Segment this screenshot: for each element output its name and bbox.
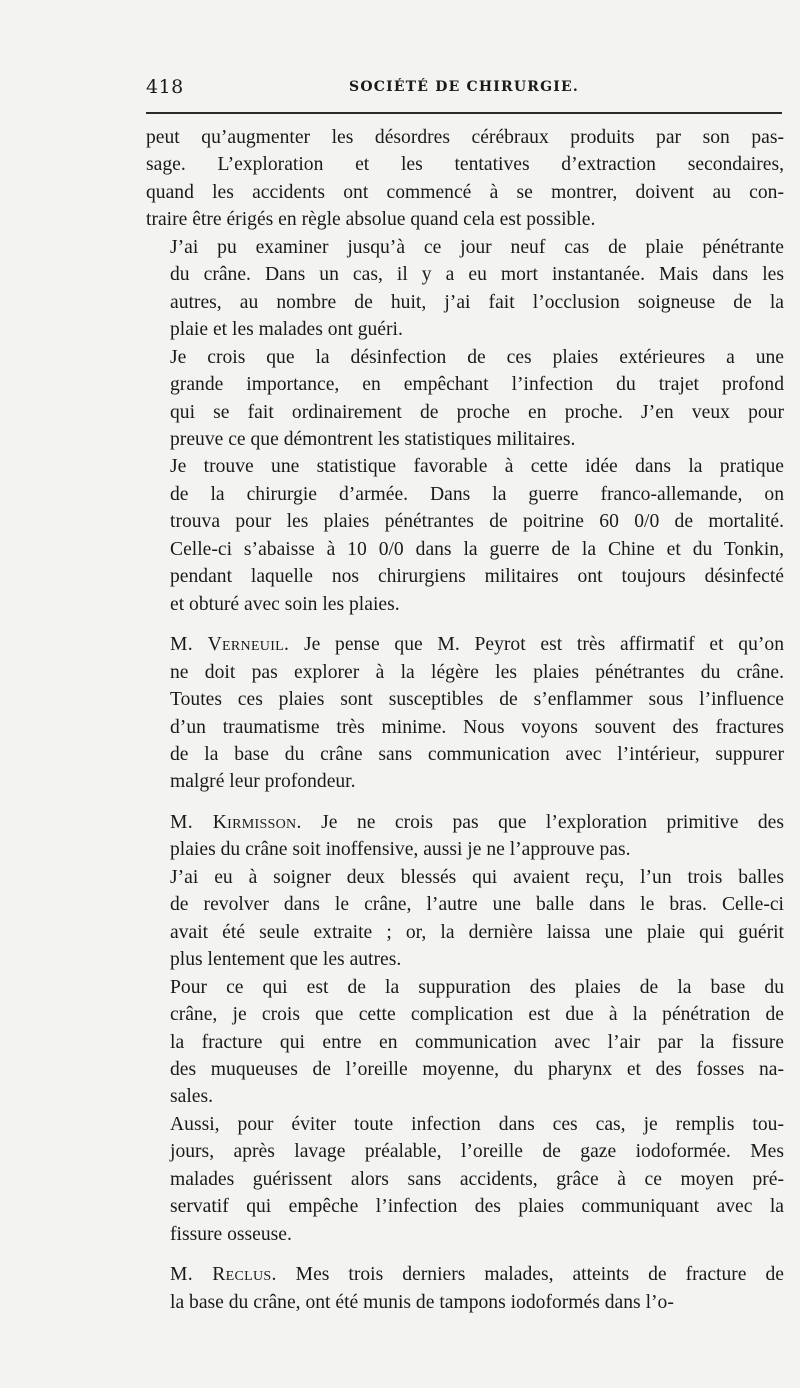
text-line [146, 891, 784, 918]
line-text: malades guérissent alors sans accidents, grâce à ce moyen pré- [170, 1168, 784, 1190]
line-text: plaie et les malades ont guéri. [170, 319, 403, 341]
page-number: 418 [146, 76, 184, 98]
text-line [146, 316, 784, 343]
paragraph-gap [146, 1248, 784, 1261]
line-text: Toutes ces plaies sont susceptibles de s’enflammer sous l’influence [170, 689, 784, 711]
line-text: Je pense que M. Peyrot est très affirmatif et qu’on [289, 634, 784, 656]
speaker-paragraph [146, 809, 784, 864]
line-text: sales. [170, 1086, 213, 1108]
line-text: la base du crâne, ont été munis de tampons iodoformés dans l’o- [170, 1291, 674, 1313]
line-text: plus lentement que les autres. [170, 949, 402, 971]
line-text: Celle-ci s’abaisse à 10 0/0 dans la guerre de la Chine et du Tonkin, [170, 538, 784, 560]
line-text: J’ai eu à soigner deux blessés qui avaient reçu, l’un trois balles [170, 866, 784, 888]
text-line [146, 179, 784, 206]
line-text: trouva pour les plaies pénétrantes de poitrine 60 0/0 de mortalité. [170, 511, 784, 533]
text-line [146, 563, 784, 590]
text-line [146, 1193, 784, 1220]
text-line [146, 453, 784, 480]
text-line [146, 371, 784, 398]
text-line [146, 1029, 784, 1056]
line-text: de revolver dans le crâne, l’autre une balle dans le bras. Celle-ci [170, 894, 784, 916]
line-text: et obturé avec soin les plaies. [170, 593, 400, 615]
line-text: malgré leur profondeur. [170, 771, 356, 793]
line-text: J’ai pu examiner jusqu’à ce jour neuf cas de plaie pénétrante [170, 236, 784, 258]
text-line [146, 659, 784, 686]
speaker-paragraph [146, 631, 784, 796]
text-line [146, 344, 784, 371]
line-text: de la chirurgie d’armée. Dans la guerre franco-allemande, on [170, 483, 784, 505]
text-line [146, 809, 784, 836]
line-text: de la base du crâne sans communication avec l’intérieur, suppurer [170, 743, 784, 765]
text-line [146, 1111, 784, 1138]
text-line [146, 1056, 784, 1083]
speaker-name: M. Reclus. [170, 1264, 277, 1286]
header-rule [146, 112, 782, 114]
text-line [146, 631, 784, 658]
line-text: avait été seule extraite ; or, la dernière laissa une plaie qui guérit [170, 921, 784, 943]
page-header [146, 76, 782, 102]
line-text: servatif qui empêche l’infection des plaies communiquant avec la [170, 1196, 784, 1218]
line-text: Je trouve une statistique favorable à cette idée dans la pratique [170, 456, 784, 478]
text-line [146, 741, 784, 768]
line-text: sage. L’exploration et les tentatives d’extraction secondaires, [146, 154, 784, 176]
line-text: la fracture qui entre en communication avec l’air par la fissure [170, 1031, 784, 1053]
text-line [146, 864, 784, 891]
text-line [146, 836, 784, 863]
text-line [146, 1289, 784, 1316]
text-line [146, 234, 784, 261]
body-text [146, 124, 784, 1316]
running-title: SOCIÉTÉ DE CHIRURGIE. [349, 79, 579, 95]
text-line [146, 1138, 784, 1165]
paragraph-gap [146, 618, 784, 631]
text-line [146, 481, 784, 508]
line-text: grande importance, en empêchant l’infection du trajet profond [170, 374, 784, 396]
line-text: Je ne crois pas que l’exploration primitive des [301, 811, 784, 833]
paragraph [146, 1111, 784, 1248]
text-line [146, 261, 784, 288]
text-line [146, 591, 784, 618]
text-line [146, 289, 784, 316]
paragraph-gap [146, 796, 784, 809]
speaker-name: M. Verneuil. [170, 634, 290, 656]
paragraph [146, 234, 784, 344]
paragraph [146, 453, 784, 618]
text-line [146, 206, 784, 233]
text-line [146, 124, 784, 151]
paragraph [146, 864, 784, 974]
text-line [146, 151, 784, 178]
line-text: traire être érigés en règle absolue quand cela est possible. [146, 209, 596, 231]
line-text: quand les accidents ont commencé à se montrer, doivent au con- [146, 181, 784, 203]
line-text: des muqueuses de l’oreille moyenne, du pharynx et des fosses na- [170, 1058, 784, 1080]
text-line [146, 536, 784, 563]
text-line [146, 714, 784, 741]
paragraph [146, 974, 784, 1111]
line-text: ne doit pas explorer à la légère les plaies pénétrantes du crâne. [170, 661, 784, 683]
line-text: Mes trois derniers malades, atteints de fracture de [276, 1264, 784, 1286]
paragraph [146, 344, 784, 454]
line-text: pendant laquelle nos chirurgiens militaires ont toujours désinfecté [170, 566, 784, 588]
speaker-paragraph [146, 1261, 784, 1316]
text-line [146, 426, 784, 453]
line-text: du crâne. Dans un cas, il y a eu mort instantanée. Mais dans les [170, 264, 784, 286]
text-line [146, 974, 784, 1001]
line-text: plaies du crâne soit inoffensive, aussi je ne l’approuve pas. [170, 839, 631, 861]
line-text: Pour ce qui est de la suppuration des plaies de la base du [170, 976, 784, 998]
text-line [146, 686, 784, 713]
speaker-name: M. Kirmisson. [170, 811, 302, 833]
text-line [146, 1221, 784, 1248]
line-text: Aussi, pour éviter toute infection dans ces cas, je remplis tou- [170, 1113, 784, 1135]
text-line [146, 399, 784, 426]
text-line [146, 919, 784, 946]
text-line [146, 1083, 784, 1110]
text-line [146, 1166, 784, 1193]
text-line [146, 946, 784, 973]
text-line [146, 1261, 784, 1288]
line-text: d’un traumatisme très minime. Nous voyons souvent des fractures [170, 716, 784, 738]
text-line [146, 508, 784, 535]
line-text: jours, après lavage préalable, l’oreille de gaze iodoformée. Mes [170, 1141, 784, 1163]
line-text: peut qu’augmenter les désordres cérébraux produits par son pas- [146, 127, 784, 148]
line-text: autres, au nombre de huit, j’ai fait l’occlusion soigneuse de la [170, 291, 784, 313]
paragraph [146, 124, 784, 234]
line-text: Je crois que la désinfection de ces plaies extérieures a une [170, 346, 784, 368]
line-text: qui se fait ordinairement de proche en proche. J’en veux pour [170, 401, 784, 423]
line-text: fissure osseuse. [170, 1223, 292, 1245]
line-text: crâne, je crois que cette complication est due à la pénétration de [170, 1004, 784, 1026]
text-line [146, 768, 784, 795]
text-line [146, 1001, 784, 1028]
line-text: preuve ce que démontrent les statistiques militaires. [170, 428, 576, 450]
